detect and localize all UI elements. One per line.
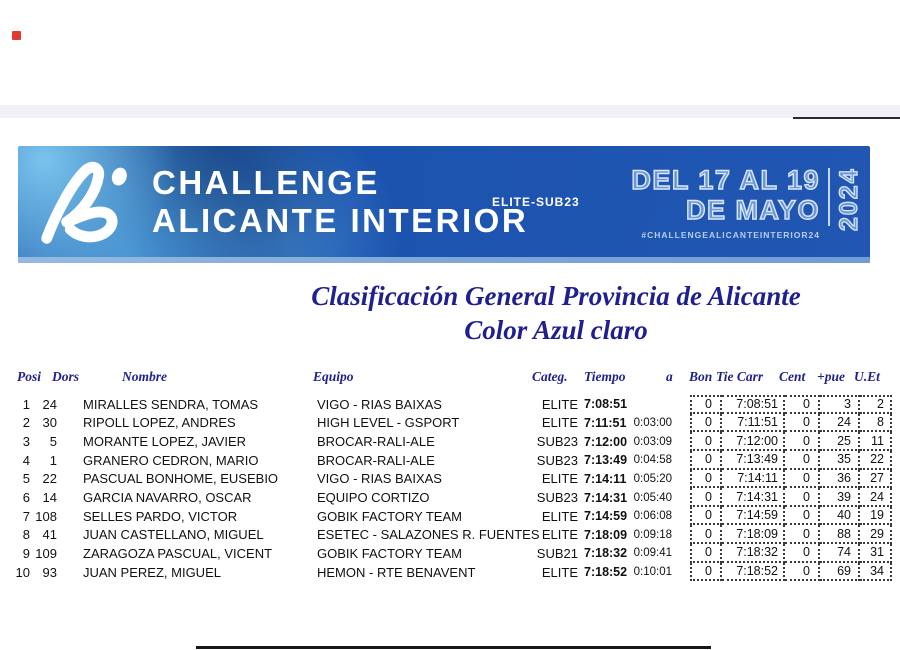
banner-title-line1: CHALLENGE <box>152 164 380 201</box>
category-label: ELITE-SUB23 <box>492 195 580 209</box>
cell-equipo: VIGO - RIAS BAIXAS <box>317 396 442 412</box>
cell-equipo: ESETEC - SALAZONES R. FUENTES <box>317 527 540 543</box>
cell-cent: 0 <box>785 451 820 470</box>
cell-nombre: GARCIA NAVARRO, OSCAR <box>83 490 252 506</box>
cell-nombre: PASCUAL BONHOME, EUSEBIO <box>83 471 279 487</box>
event-dates-line1: DEL 17 AL 19 <box>631 165 820 195</box>
cell-categ: ELITE <box>541 508 578 524</box>
cell-gap: 0:04:58 <box>633 454 672 467</box>
cell-cent: 0 <box>785 432 820 451</box>
cell-bon: 0 <box>690 525 722 544</box>
cell-nombre: JUAN CASTELLANO, MIGUEL <box>83 527 264 543</box>
results-grid <box>14 395 892 581</box>
cell-categ: SUB23 <box>536 490 578 506</box>
cell-posi: 2 <box>22 415 30 431</box>
cell-tiecarr: 7:11:51 <box>722 414 785 433</box>
cell-posi: 10 <box>15 564 30 580</box>
red-marker-icon <box>12 31 21 40</box>
event-hashtag: #CHALLENGEALICANTEINTERIOR24 <box>641 230 820 240</box>
cell-dors: 93 <box>42 564 57 580</box>
cell-uet: 24 <box>860 488 892 507</box>
cell-dors: 30 <box>42 415 57 431</box>
cell-tiempo: 7:14:31 <box>584 490 628 505</box>
year-divider <box>828 168 831 226</box>
bottom-rule <box>196 646 711 649</box>
cell-dors: 108 <box>35 508 57 524</box>
cell-cent: 0 <box>785 563 820 582</box>
cell-cent: 0 <box>785 544 820 563</box>
cell-posi: 4 <box>22 452 30 468</box>
cell-bon: 0 <box>690 395 722 414</box>
cell-dors: 24 <box>42 396 57 412</box>
event-year: 2024 <box>835 167 863 231</box>
cell-equipo: GOBIK FACTORY TEAM <box>317 508 462 524</box>
cell-gap: 0:09:18 <box>633 528 672 541</box>
cell-tiecarr: 7:08:51 <box>722 395 785 414</box>
cell-bon: 0 <box>690 414 722 433</box>
col-header-bon: Bon <box>689 369 713 384</box>
col-header-equipo: Equipo <box>313 369 354 384</box>
cell-nombre: MORANTE LOPEZ, JAVIER <box>83 434 247 450</box>
cell-categ: ELITE <box>541 564 578 580</box>
document-title <box>212 279 900 347</box>
cell-uet: 31 <box>860 544 892 563</box>
cell-tiempo: 7:18:09 <box>584 527 628 542</box>
cell-bon: 0 <box>690 507 722 526</box>
cell-nombre: SELLES PARDO, VICTOR <box>83 508 238 524</box>
cell-nombre: MIRALLES SENDRA, TOMAS <box>83 396 259 412</box>
cell-tiecarr: 7:13:49 <box>722 451 785 470</box>
cell-uet: 29 <box>860 525 892 544</box>
cell-dors: 14 <box>42 490 57 506</box>
cell-tiecarr: 7:18:52 <box>722 563 785 582</box>
cell-cent: 0 <box>785 414 820 433</box>
cell-gap: 0:09:41 <box>633 547 672 560</box>
cell-bon: 0 <box>690 563 722 582</box>
cell-dors: 1 <box>49 452 57 468</box>
challenge-ai-logo-icon <box>34 154 152 250</box>
col-header-uet: U.Et <box>854 369 880 384</box>
cell-equipo: HEMON - RTE BENAVENT <box>317 564 476 580</box>
event-dates <box>631 165 820 241</box>
cell-bon: 0 <box>690 432 722 451</box>
col-header-cent: Cent <box>779 369 806 384</box>
cell-tiempo: 7:08:51 <box>584 397 628 412</box>
cell-categ: ELITE <box>541 396 578 412</box>
cell-tiecarr: 7:14:59 <box>722 507 785 526</box>
cell-cent: 0 <box>785 395 820 414</box>
cell-tiempo: 7:14:59 <box>584 509 628 524</box>
cell-pue: 69 <box>820 563 860 582</box>
col-header-pue: +pue <box>817 369 845 384</box>
top-right-rule <box>793 117 900 119</box>
cell-gap: 0:03:00 <box>633 416 672 429</box>
cell-tiecarr: 7:14:11 <box>722 470 785 489</box>
cell-gap: 0:05:40 <box>633 491 672 504</box>
cell-equipo: GOBIK FACTORY TEAM <box>317 545 462 561</box>
cell-posi: 1 <box>22 396 30 412</box>
col-header-nombre: Nombre <box>122 369 167 384</box>
cell-pue: 88 <box>820 525 860 544</box>
cell-posi: 5 <box>22 471 30 487</box>
cell-cent: 0 <box>785 470 820 489</box>
cell-nombre: RIPOLL LOPEZ, ANDRES <box>83 415 236 431</box>
col-header-categ: Categ. <box>532 369 568 384</box>
cell-uet: 11 <box>860 432 892 451</box>
cell-categ: SUB23 <box>536 434 578 450</box>
cell-categ: ELITE <box>541 415 578 431</box>
cell-tiempo: 7:11:51 <box>584 415 627 430</box>
cell-uet: 19 <box>860 507 892 526</box>
cell-uet: 27 <box>860 470 892 489</box>
cell-bon: 0 <box>690 451 722 470</box>
cell-posi: 8 <box>22 527 30 543</box>
cell-pue: 25 <box>820 432 860 451</box>
cell-equipo: EQUIPO CORTIZO <box>317 490 430 506</box>
cell-equipo: HIGH LEVEL - GSPORT <box>317 415 460 431</box>
cell-pue: 24 <box>820 414 860 433</box>
cell-dors: 22 <box>42 471 57 487</box>
cell-tiecarr: 7:12:00 <box>722 432 785 451</box>
cell-categ: ELITE <box>541 527 578 543</box>
cell-bon: 0 <box>690 544 722 563</box>
cell-gap: 0:05:20 <box>633 472 672 485</box>
event-banner <box>18 146 870 263</box>
cell-tiempo: 7:14:11 <box>584 471 627 486</box>
cell-posi: 9 <box>22 545 30 561</box>
col-header-posi: Posi <box>17 369 42 384</box>
col-header-tiecarr: Tie Carr <box>716 369 764 384</box>
cell-pue: 74 <box>820 544 860 563</box>
cell-categ: ELITE <box>541 471 578 487</box>
cell-nombre: ZARAGOZA PASCUAL, VICENT <box>83 545 273 561</box>
document-title-line1: Clasificación General Provincia de Alicante <box>311 281 801 311</box>
cell-tiempo: 7:12:00 <box>584 434 628 449</box>
cell-categ: SUB21 <box>536 545 578 561</box>
cell-uet: 22 <box>860 451 892 470</box>
cell-nombre: GRANERO CEDRON, MARIO <box>83 452 259 468</box>
cell-gap <box>634 395 690 414</box>
cell-equipo: BROCAR-RALI-ALE <box>317 452 435 468</box>
cell-cent: 0 <box>785 507 820 526</box>
cell-tiecarr: 7:14:31 <box>722 488 785 507</box>
cell-pue: 40 <box>820 507 860 526</box>
cell-posi: 6 <box>22 490 30 506</box>
cell-uet: 2 <box>860 395 892 414</box>
page-top-band <box>0 105 900 118</box>
banner-title <box>152 164 528 240</box>
document-title-line2: Color Azul claro <box>464 315 648 345</box>
cell-dors: 109 <box>35 545 57 561</box>
cell-dors: 5 <box>49 434 57 450</box>
cell-gap: 0:10:01 <box>633 566 672 579</box>
cell-nombre: JUAN PEREZ, MIGUEL <box>83 564 221 580</box>
banner-title-line2: ALICANTE INTERIOR <box>152 202 529 239</box>
cell-dors: 41 <box>42 527 57 543</box>
cell-tiempo: 7:13:49 <box>584 453 628 468</box>
col-header-a: a <box>666 369 673 384</box>
cell-cent: 0 <box>785 525 820 544</box>
col-header-tiempo: Tiempo <box>584 369 626 384</box>
cell-equipo: VIGO - RIAS BAIXAS <box>317 471 442 487</box>
cell-cent: 0 <box>785 488 820 507</box>
cell-pue: 36 <box>820 470 860 489</box>
cell-bon: 0 <box>690 488 722 507</box>
col-header-dors: Dors <box>52 369 80 384</box>
cell-pue: 3 <box>820 395 860 414</box>
cell-pue: 39 <box>820 488 860 507</box>
cell-posi: 3 <box>22 434 30 450</box>
cell-uet: 34 <box>860 563 892 582</box>
cell-posi: 7 <box>22 508 30 524</box>
cell-tiempo: 7:18:32 <box>584 546 628 561</box>
cell-tiecarr: 7:18:32 <box>722 544 785 563</box>
cell-gap: 0:03:09 <box>633 435 672 448</box>
event-dates-line2: DE MAYO <box>685 195 820 225</box>
cell-pue: 35 <box>820 451 860 470</box>
cell-gap: 0:06:08 <box>633 510 672 523</box>
cell-tiecarr: 7:18:09 <box>722 525 785 544</box>
cell-equipo: BROCAR-RALI-ALE <box>317 434 435 450</box>
cell-bon: 0 <box>690 470 722 489</box>
cell-categ: SUB23 <box>536 452 578 468</box>
cell-tiempo: 7:18:52 <box>584 565 628 580</box>
cell-uet: 8 <box>860 414 892 433</box>
